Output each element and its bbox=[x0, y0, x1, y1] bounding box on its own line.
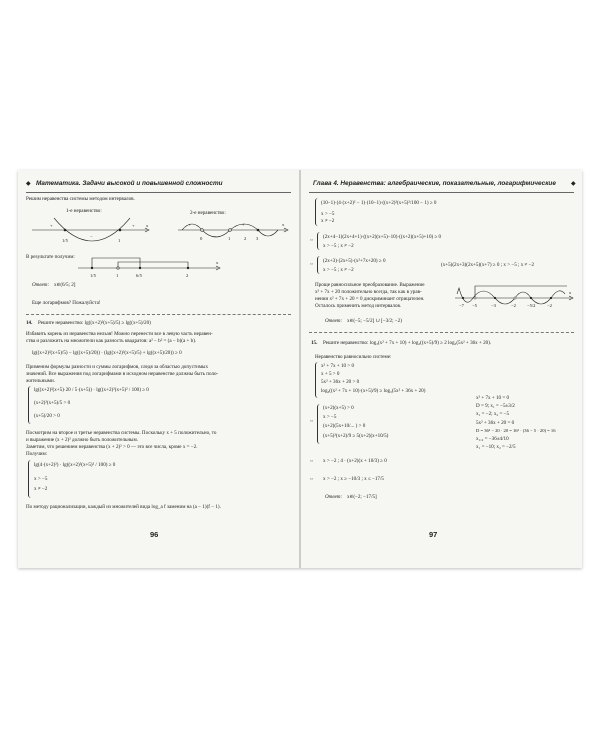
point-marker bbox=[64, 229, 67, 232]
plus-sign: + bbox=[132, 223, 135, 228]
tick-label: 1/5 bbox=[90, 273, 96, 278]
diamond-bullet-icon: ◆ bbox=[26, 181, 31, 187]
body-text: значений. Все выражения под логарифмами в исходном неравенстве должны быть поло- bbox=[26, 371, 219, 377]
axis-label: x bbox=[146, 223, 149, 228]
second-inequality-label: 2-е неравенство: bbox=[190, 210, 226, 216]
axis-label: x bbox=[216, 260, 219, 265]
page-number: 96 bbox=[150, 530, 159, 539]
problem-15-text: Решите неравенство: log₃(x² + 7x + 10) + log₃((x+5)/9) ≥ 2 log₃(5x² + 36x + 20). bbox=[323, 340, 492, 346]
body-text: Неравенство равносильно системе: bbox=[315, 354, 392, 360]
header-rule bbox=[309, 192, 574, 193]
formula: x ≠ −2 bbox=[321, 218, 335, 224]
section-divider bbox=[309, 332, 574, 333]
plus-sign: + bbox=[242, 222, 245, 227]
axis-label: x bbox=[569, 290, 572, 295]
body-text: нении x² + 7x + 20 = 0 дискриминант отрицателен. bbox=[315, 296, 425, 302]
answer-value: x∈(−2; −17/5] bbox=[347, 494, 377, 500]
system-brace bbox=[315, 198, 320, 226]
formula: x > −5 bbox=[34, 476, 48, 482]
right-page-header: Глава 4. Неравенства: алгебраические, показательные, логарифмические bbox=[313, 180, 556, 187]
formula: x > −5 ; x ≠ −2 bbox=[323, 243, 354, 249]
minus-sign: − bbox=[214, 234, 217, 239]
tick-label: 1 bbox=[118, 238, 121, 243]
formula: lg((x+2)²(x+5)/5) − lg((x+5)/20)) · (lg((x+2)²(x+5)/5) + lg((x+5)/20)) ≥ 0 bbox=[32, 350, 182, 356]
formula: (x+2)²(x+5)/5 > 0 bbox=[34, 400, 71, 406]
first-interval-diagram bbox=[32, 218, 152, 252]
body-text: x² + 7x + 20 положительно всегда, так как в урав- bbox=[315, 289, 422, 295]
side-calc: D = 9; x₁ = −5±3/2 bbox=[476, 403, 515, 409]
formula: x > −2 ; 4 · (x+2)(x + 10/3) ≥ 0 bbox=[323, 458, 387, 464]
formula: lg((x+2)²(x+5)·20 / 5·(x+5)) · lg((x+2)²(x+5)² / 100) ≥ 0 bbox=[34, 387, 149, 393]
answer-label: Ответ: bbox=[325, 318, 343, 324]
point-marker bbox=[119, 229, 122, 232]
tick-label: −7 bbox=[459, 303, 464, 308]
right-page: Глава 4. Неравенства: алгебраические, показательные, логарифмические ◆ (10−1)·(4·(x+2)² − 1)·(10−1)·((x+2)²(x+5)²/100 − 1) ≥ 0 x > −5 x ≠ −2 ⇔ (2x+4−1)(2x+4+1)·((x+2)(x+5)−10)·((x+2)(x+5)+10) ≥ 0 x > −5 ; x ≠ −2 ⇔ (2x+3)·(2x+5)·(x²+7x+20) ≥ 0 x > −5 ; x ≠ −2 (x+5)(2x+3)(2x+5)(x+7) ≥ 0 ; x > −5 ; x ≠ −2 Проще равносильное преобразование. Выражение x² + 7x + 20 положительно всегда, так как в урав- нении x² + 7x + 20 = 0 дискриминант отрицателен. Осталось применить метод интервалов. −7 −5 −3 −2 −5/2 −2 x Ответ: x∈(−5; −5/2] ∪ [−3/2; −2) 15. Решите неравенство: log₃(x² + 7x + 10) + log₃((x+5)/9) ≥ 2 log₃(5x² + 36x + 20). Неравенство равносильно системе: x² + 7x + 10 > 0 x + 5 > 0 5x² + 36x + 20 > 0 log₃((x² + 7x + 10)·(x+5)/9) ≥ log₃(5x² + 36x + 20) ⇔ (x+2)(x+5) > 0 x > −5 (x+2)(5x+10/... ) > 0 (x+5)²(x+2)/9 ≥ 5(x+2)(x+10/5) x² + 7x + 10 = 0 D = 9; x₁ = −5±3/2 x₁ = −2; x₂ = −5 5x² + 36x + 20 = 0 D = 36² − 20 · 20 = 16² · (36 − 5 · 20) = 16 x₁,₂ = −36±4/10 x₁ = −10; x₂ = −2/5 ⇔ x > −2 ; 4 · (x+2)(x + 10/3) ≥ 0 ⇔ x > −2 ; x ≥ −10/3 ; x ≤ −17/5 Ответ: x∈(−2; −17/5] 97 bbox=[309, 180, 576, 539]
formula: x > −2 ; x ≥ −10/3 ; x ≤ −17/5 bbox=[323, 476, 384, 482]
diamond-bullet-icon: ◆ bbox=[571, 181, 576, 187]
system-brace bbox=[317, 232, 322, 250]
formula: x > −5 bbox=[323, 414, 337, 420]
tick-label: −5 bbox=[472, 303, 477, 308]
formula: 5x² + 36x + 20 > 0 bbox=[321, 379, 360, 385]
side-calc: x₁,₂ = −36±4/10 bbox=[476, 436, 509, 442]
second-interval-diagram bbox=[178, 220, 293, 250]
tick-label: 0 bbox=[200, 236, 203, 241]
formula: (x+2)(x+5) > 0 bbox=[323, 405, 354, 411]
book-gutter bbox=[299, 170, 301, 568]
answer-label: Ответ: bbox=[325, 494, 343, 500]
intro-text: Решим неравенства системы методом интервалов. bbox=[26, 196, 135, 202]
system-brace bbox=[28, 460, 33, 498]
formula: (2x+3)·(2x+5)·(x²+7x+20) ≥ 0 bbox=[323, 258, 386, 264]
body-text: и выражение (x + 2)² должно быть положительным. bbox=[26, 437, 138, 443]
formula: lg(4·(x+2)²) · lg((x+2)²(x+5)² / 100) ≥ 0 bbox=[34, 462, 116, 468]
side-calc: x² + 7x + 10 = 0 bbox=[476, 395, 510, 401]
header-rule bbox=[26, 192, 291, 193]
formula: x > −5 ; x ≠ −2 bbox=[323, 267, 354, 273]
formula: (10−1)·(4·(x+2)² − 1)·(10−1)·((x+2)²(x+5)²/100 − 1) ≥ 0 bbox=[321, 200, 437, 206]
tick-label: −5/2 bbox=[527, 303, 536, 308]
body-text: Посмотрим на второе и третье неравенства системы. Поскольку x + 5 положительно, то bbox=[26, 430, 217, 436]
page-number: 97 bbox=[429, 530, 438, 539]
side-calc: x₁ = −2; x₂ = −5 bbox=[476, 411, 510, 417]
log-prompt-text: Еще логарифмов? Пожалуйста! bbox=[32, 300, 101, 306]
tick-label: −3 bbox=[491, 303, 496, 308]
formula: (x+5)(2x+3)(2x+5)(x+7) ≥ 0 ; x > −5 ; x ≠ −2 bbox=[441, 262, 535, 268]
formula: (x+2)(5x+10/... ) > 0 bbox=[323, 423, 366, 429]
formula: x > −5 bbox=[321, 211, 335, 217]
body-text: Заметим, что решением неравенства (x + 2)² > 0 — это все числа, кроме x = −2. bbox=[26, 444, 198, 450]
body-text: Осталось применить метод интервалов. bbox=[315, 303, 402, 309]
problem-15-number: 15. bbox=[311, 340, 318, 346]
tick-label: 3 bbox=[256, 236, 259, 241]
problem-14-text: Решите неравенство: lg((x+2)²(x+5)/5) ≥ lg((x+5)/20) bbox=[38, 320, 151, 326]
minus-sign: − bbox=[90, 234, 93, 239]
formula: x + 5 > 0 bbox=[321, 371, 340, 377]
tick-label: −2 bbox=[511, 303, 516, 308]
side-calc: 5x² + 36x + 20 = 0 bbox=[476, 420, 515, 426]
result-interval-diagram bbox=[78, 252, 228, 280]
system-brace bbox=[28, 386, 33, 424]
body-text: По методу рационализации, каждый из множителей вида log_a f заменим на (a − 1)(f − 1). bbox=[26, 504, 221, 510]
system-brace bbox=[315, 362, 320, 398]
answer-value: x∈(−5; −5/2] ∪ [−3/2; −2) bbox=[347, 318, 402, 324]
body-text: ства и разложить на множители как разность квадратов: a² − b² = (a − b)(a + b). bbox=[26, 338, 197, 344]
body-text: Избавить корень из неравенства нельзя! Можно перенести все в левую часть неравен- bbox=[26, 331, 213, 337]
right-interval-diagram bbox=[455, 280, 577, 316]
axis-label: x bbox=[282, 222, 285, 227]
plus-sign: + bbox=[188, 222, 191, 227]
formula: x ≠ −2 bbox=[34, 486, 48, 492]
tick-label: 1 bbox=[228, 236, 231, 241]
formula: (2x+4−1)(2x+4+1)·((x+2)(x+5)−10)·((x+2)(x+5)+10) ≥ 0 bbox=[323, 234, 442, 240]
answer-label: Ответ: bbox=[32, 282, 50, 288]
formula: (x+5)²(x+2)/9 ≥ 5(x+2)(x+10/5) bbox=[323, 433, 389, 439]
tick-label: 2 bbox=[244, 236, 247, 241]
body-text: Получим: bbox=[26, 451, 48, 457]
side-calc: D = 36² − 20 · 20 = 16² · (36 − 5 · 20) = 16 bbox=[476, 428, 556, 433]
section-divider bbox=[26, 314, 291, 315]
system-brace bbox=[317, 404, 322, 444]
formula: log₃((x² + 7x + 10)·(x+5)/9) ≥ log₃(5x² + 36x + 20) bbox=[321, 388, 426, 394]
problem-14-number: 14. bbox=[26, 320, 33, 326]
answer-value: x∈(6/5; 2] bbox=[54, 282, 76, 288]
result-label: В результате получим: bbox=[26, 254, 75, 260]
system-brace bbox=[317, 256, 322, 274]
plus-sign: + bbox=[50, 223, 53, 228]
tick-label: 6/5 bbox=[136, 273, 142, 278]
body-text: Проще равносильное преобразование. Выражение bbox=[315, 282, 425, 288]
tick-label: 1 bbox=[116, 273, 119, 278]
formula: (x+5)/20 > 0 bbox=[34, 413, 60, 419]
left-page-header: Математика. Задачи высокой и повышенной сложности bbox=[36, 180, 223, 187]
formula: x² + 7x + 10 > 0 bbox=[321, 363, 355, 369]
side-calc: x₁ = −10; x₂ = −2/5 bbox=[476, 444, 516, 450]
tick-label: 2 bbox=[186, 273, 189, 278]
tick-label: 1/5 bbox=[62, 238, 68, 243]
body-text: Применим формулы разности и суммы логарифмов, следя за областью допустимых bbox=[26, 364, 209, 370]
left-page bbox=[18, 170, 299, 568]
first-inequality-label: 1-е неравенство: bbox=[66, 208, 102, 214]
body-text: жительными. bbox=[26, 378, 55, 384]
tick-label: −2 bbox=[547, 303, 552, 308]
